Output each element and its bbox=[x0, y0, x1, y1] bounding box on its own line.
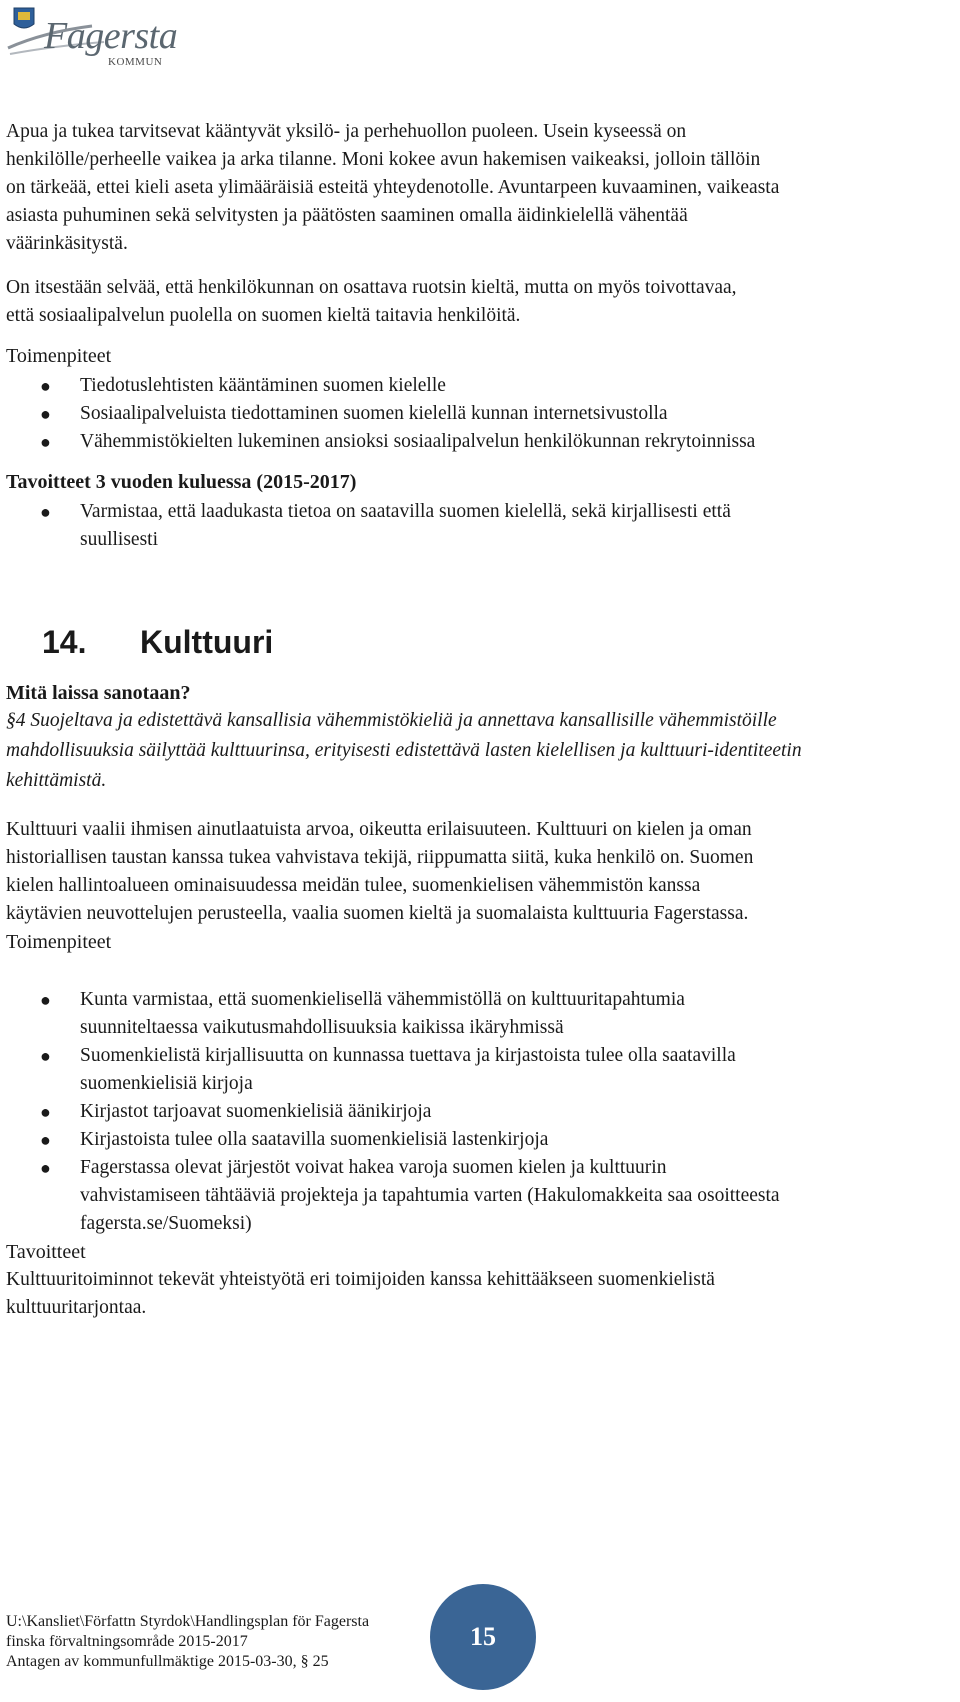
text-line: on tärkeää, ettei kieli aseta ylimääräisiä esteitä yhteydenotolle. Avuntarpeen kuvaaminen, vaikeasta bbox=[6, 177, 780, 198]
bullet-icon: ● bbox=[40, 376, 51, 396]
section-title: Kulttuuri bbox=[140, 624, 274, 660]
footer-line: Antagen av kommunfullmäktige 2015-03-30, § 25 bbox=[6, 1653, 329, 1670]
footer-line: U:\Kansliet\Författn Styrdok\Handlingsplan för Fagersta bbox=[6, 1613, 370, 1630]
list-item bbox=[6, 498, 946, 554]
list-item-text: Kirjastot tarjoavat suomenkielisiä äänikirjoja bbox=[80, 1101, 432, 1122]
text-line: §4 Suojeltava ja edistettävä kansallisia vähemmistökieliä ja annettava kansallisille vähemmistöille bbox=[6, 710, 777, 731]
toimenpiteet-list-2 bbox=[6, 986, 946, 1238]
text-line: Apua ja tukea tarvitsevat kääntyvät yksilö- ja perhehuollon puoleen. Usein kyseessä on bbox=[6, 121, 687, 142]
text-line: käytävien neuvottelujen perusteella, vaalia suomen kieltä ja suomalaista kulttuuria Fagerstassa. bbox=[6, 903, 749, 924]
text-line: kehittämistä. bbox=[6, 770, 107, 791]
list-item-text: Suomenkielistä kirjallisuutta on kunnassa tuettava ja kirjastoista tulee olla saatavilla bbox=[80, 1045, 736, 1066]
text-line: kielen hallintoalueen ominaisuudessa meidän tulee, suomenkielisen vähemmistön kanssa bbox=[6, 875, 701, 896]
list-item-text: fagersta.se/Suomeksi) bbox=[80, 1213, 252, 1234]
list-item bbox=[6, 1098, 946, 1126]
bullet-icon: ● bbox=[40, 1130, 51, 1150]
list-item bbox=[6, 1042, 946, 1098]
fagersta-logo bbox=[4, 2, 178, 74]
intro-paragraph-1 bbox=[6, 118, 946, 258]
bullet-icon: ● bbox=[40, 502, 51, 522]
text-line: mahdollisuuksia säilyttää kulttuurinsa, erityisesti edistettävä lasten kielellisen ja kulttuuri-identiteetin bbox=[6, 740, 802, 761]
tavoitteet-heading-2: Tavoitteet bbox=[6, 1241, 86, 1263]
law-heading: Mitä laissa sanotaan? bbox=[6, 682, 191, 704]
list-item bbox=[6, 400, 946, 428]
tavoitteet-heading: Tavoitteet 3 vuoden kuluessa (2015-2017) bbox=[6, 471, 357, 493]
list-item bbox=[6, 986, 946, 1042]
list-item bbox=[6, 428, 946, 456]
section-number: 14. bbox=[42, 624, 87, 660]
list-item-text: Varmistaa, että laadukasta tietoa on saatavilla suomen kielellä, sekä kirjallisesti että bbox=[80, 501, 731, 522]
footer-line: finska förvaltningsområde 2015-2017 bbox=[6, 1633, 248, 1650]
list-item-text: Kunta varmistaa, että suomenkielisellä vähemmistöllä on kulttuuritapahtumia bbox=[80, 989, 685, 1010]
list-item-text: vahvistamiseen tähtääviä projekteja ja tapahtumia varten (Hakulomakkeita saa osoitteesta bbox=[80, 1185, 780, 1206]
tavoitteet-paragraph bbox=[6, 1266, 946, 1322]
tavoitteet-list bbox=[6, 498, 946, 554]
logo-wordmark: Fagersta bbox=[44, 15, 178, 57]
text-line: Kulttuuritoiminnot tekevät yhteistyötä eri toimijoiden kanssa kehittääkseen suomenkielistä bbox=[6, 1269, 715, 1290]
list-item bbox=[6, 1154, 946, 1238]
bullet-icon: ● bbox=[40, 1046, 51, 1066]
text-line: että sosiaalipalvelun puolella on suomen kieltä taitavia henkilöitä. bbox=[6, 305, 521, 326]
bullet-icon: ● bbox=[40, 1102, 51, 1122]
bullet-icon: ● bbox=[40, 404, 51, 424]
logo-subtitle: KOMMUN bbox=[108, 56, 163, 68]
text-line: kulttuuritarjontaa. bbox=[6, 1297, 147, 1318]
toimenpiteet-heading: Toimenpiteet bbox=[6, 345, 112, 367]
text-line: historiallisen taustan kanssa tukea vahvistava tekijä, riippumatta siitä, kuka henkilö on. Suomen bbox=[6, 847, 754, 868]
text-line: asiasta puhuminen sekä selvitysten ja päätösten saaminen omalla äidinkielellä vähentää bbox=[6, 205, 688, 226]
bullet-icon: ● bbox=[40, 432, 51, 452]
list-item-text: suunniteltaessa vaikutusmahdollisuuksia kaikissa ikäryhmissä bbox=[80, 1017, 564, 1038]
culture-paragraph bbox=[6, 816, 946, 928]
page-footer bbox=[6, 1612, 446, 1672]
list-item-text: Vähemmistökielten lukeminen ansioksi sosiaalipalvelun henkilökunnan rekrytoinnissa bbox=[80, 431, 756, 452]
text-line: Kulttuuri vaalii ihmisen ainutlaatuista arvoa, oikeutta erilaisuuteen. Kulttuuri on kielen ja oman bbox=[6, 819, 752, 840]
intro-paragraph-2 bbox=[6, 274, 946, 330]
text-line: On itsestään selvää, että henkilökunnan on osattava ruotsin kieltä, mutta on myös toivottavaa, bbox=[6, 277, 737, 298]
bullet-icon: ● bbox=[40, 990, 51, 1010]
list-item bbox=[6, 372, 946, 400]
list-item-text: suomenkielisiä kirjoja bbox=[80, 1073, 253, 1094]
section-heading bbox=[42, 622, 946, 662]
list-item-text: suullisesti bbox=[80, 529, 159, 550]
page-number-badge: 15 bbox=[430, 1584, 536, 1690]
toimenpiteet-list bbox=[6, 372, 946, 456]
law-quote bbox=[6, 706, 946, 796]
bullet-icon: ● bbox=[40, 1158, 51, 1178]
list-item-text: Kirjastoista tulee olla saatavilla suomenkielisiä lastenkirjoja bbox=[80, 1129, 549, 1150]
text-line: henkilölle/perheelle vaikea ja arka tilanne. Moni kokee avun hakemisen vaikeaksi, jolloin tällöin bbox=[6, 149, 761, 170]
document-body bbox=[6, 118, 946, 1322]
list-item-text: Fagerstassa olevat järjestöt voivat hakea varoja suomen kielen ja kulttuurin bbox=[80, 1157, 667, 1178]
list-item-text: Tiedotuslehtisten kääntäminen suomen kielelle bbox=[80, 375, 446, 396]
list-item-text: Sosiaalipalveluista tiedottaminen suomen kielellä kunnan internetsivustolla bbox=[80, 403, 668, 424]
text-line: väärinkäsitystä. bbox=[6, 233, 128, 254]
list-item bbox=[6, 1126, 946, 1154]
toimenpiteet-heading-2: Toimenpiteet bbox=[6, 931, 112, 953]
